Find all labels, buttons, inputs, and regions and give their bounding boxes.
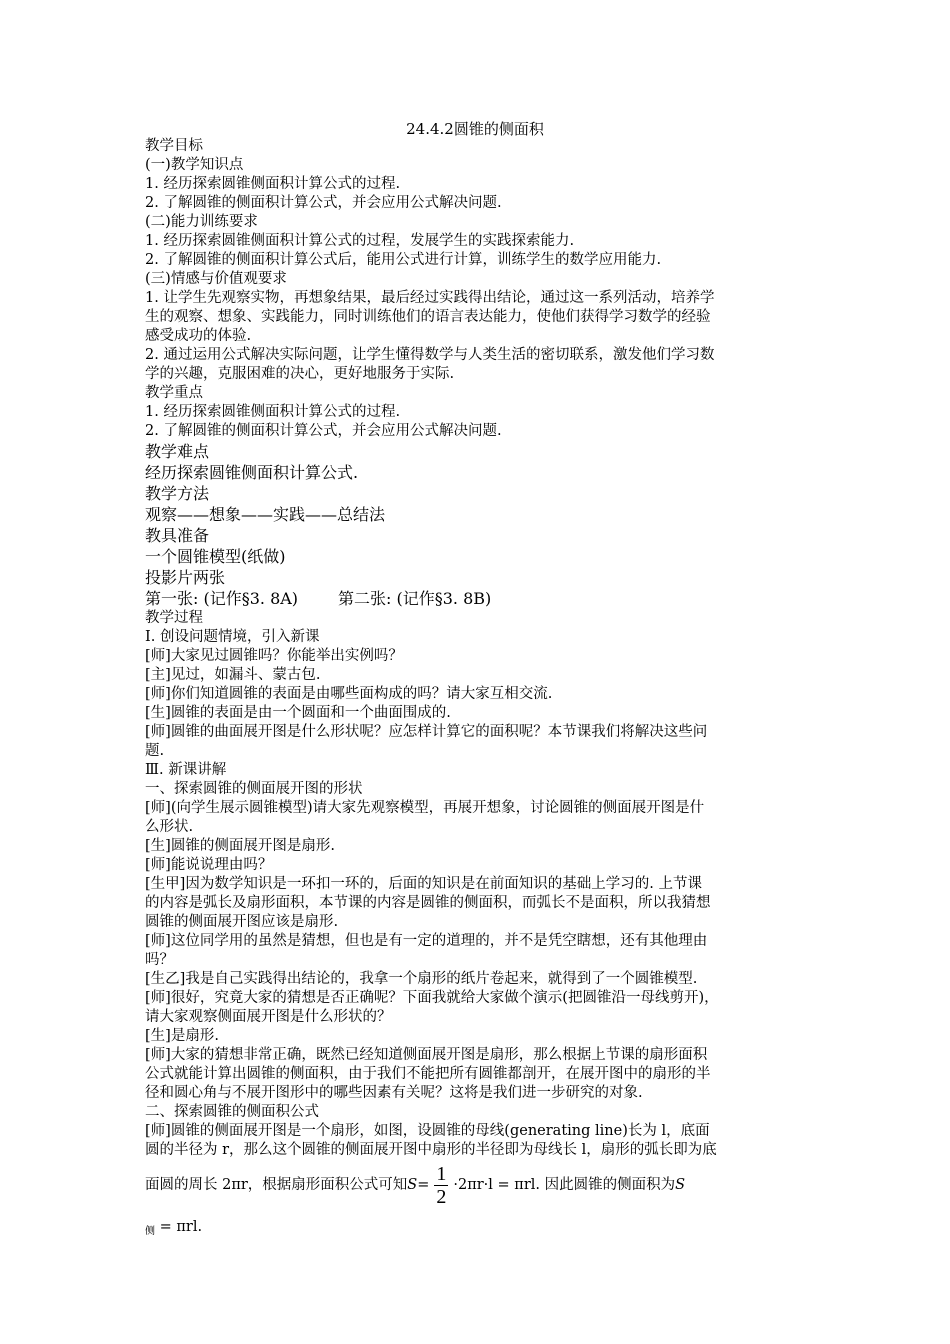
formula-eq: =: [417, 1176, 430, 1193]
text-line: 观察——想象——实践——总结法: [145, 505, 386, 524]
text-line: (一)教学知识点: [145, 157, 244, 173]
text-line: [师]圆锥的侧面展开图是一个扇形，如图，设圆锥的母线(generating line)长为 l，底面: [145, 1123, 710, 1139]
text-line: 1. 经历探索圆锥侧面积计算公式的过程.: [145, 404, 401, 420]
formula-after: ·2πr·l = πrl. 因此圆锥的侧面积为: [453, 1176, 676, 1193]
text-line: 吗？: [145, 952, 174, 968]
text-line: [师](向学生展示圆锥模型)请大家先观察模型，再展开想象，讨论圆锥的侧面展开图是什: [145, 800, 705, 816]
text-line: 二、探索圆锥的侧面积公式: [145, 1104, 319, 1120]
text-line: 圆的半径为 r，那么这个圆锥的侧面展开图中扇形的半径即为母线长 l，扇形的弧长即为底: [145, 1142, 717, 1158]
text-line: 请大家观察侧面展开图是什么形状的？: [145, 1009, 392, 1025]
slide-first: 第一张: (记作§3. 8A): [145, 589, 299, 608]
text-line: 学的兴趣，克服困难的决心，更好地服务于实际.: [145, 366, 455, 382]
text-line: [师]你们知道圆锥的表面是由哪些面构成的吗？请大家互相交流.: [145, 686, 553, 702]
text-line: [师]能说说理由吗？: [145, 857, 273, 873]
text-line: Ⅲ. 新课讲解: [145, 762, 227, 778]
section-part1: [145, 137, 815, 609]
text-line: [生]是扇形.: [145, 1028, 219, 1044]
text-line: 1. 经历探索圆锥侧面积计算公式的过程，发展学生的实践探索能力.: [145, 233, 575, 249]
formula-before: 面圆的周长 2πr，根据扇形面积公式可知: [145, 1176, 408, 1193]
text-line: 教学重点: [145, 385, 203, 401]
text-line: 一、探索圆锥的侧面展开图的形状: [145, 781, 363, 797]
text-line: 感受成功的体验.: [145, 328, 252, 344]
slides-line: [145, 588, 815, 609]
text-line: 径和圆心角与不展开图形中的哪些因素有关呢？这将是我们进一步研究的对象.: [145, 1085, 643, 1101]
text-line: [师]很好，究竟大家的猜想是否正确呢？下面我就给大家做个演示(把圆锥沿一母线剪开)，: [145, 990, 719, 1006]
text-line: [师]这位同学用的虽然是猜想，但也是有一定的道理的，并不是凭空瞎想，还有其他理由: [145, 933, 708, 949]
text-line: 2. 通过运用公式解决实际问题，让学生懂得数学与人类生活的密切联系，激发他们学习数: [145, 347, 715, 363]
fraction-numerator: 1: [436, 1162, 447, 1185]
fraction: [434, 1163, 448, 1208]
text-line: 经历探索圆锥侧面积计算公式.: [145, 463, 359, 482]
doc-body: [145, 137, 815, 1241]
text-line: [生]圆锥的表面是由一个圆面和一个曲面围成的.: [145, 705, 451, 721]
text-line: [师]大家的猜想非常正确，既然已经知道侧面展开图是扇形，那么根据上节课的扇形面积: [145, 1047, 708, 1063]
text-line: 教学过程: [145, 610, 203, 626]
text-line: 教具准备: [145, 526, 210, 545]
fraction-denominator: 2: [436, 1185, 447, 1208]
slide-second: 第二张: (记作§3. 8B): [338, 589, 492, 608]
text-line: 题.: [145, 743, 165, 759]
final-subscript: 侧: [145, 1226, 155, 1237]
text-line: 投影片两张: [145, 568, 226, 587]
text-line: (三)情感与价值观要求: [145, 271, 287, 287]
text-line: 2. 了解圆锥的侧面积计算公式，并会应用公式解决问题.: [145, 195, 502, 211]
text-line: 1. 让学生先观察实物，再想象结果，最后经过实践得出结论，通过这一系列活动，培养学: [145, 290, 715, 306]
text-line: 圆锥的侧面展开图应该是扇形.: [145, 914, 339, 930]
text-line: [生]圆锥的侧面展开图是扇形.: [145, 838, 335, 854]
text-line: 教学目标: [145, 138, 203, 154]
text-line: Ⅰ. 创设问题情境，引入新课: [145, 629, 320, 645]
text-line: (二)能力训练要求: [145, 214, 258, 230]
text-line: 2. 了解圆锥的侧面积计算公式，并会应用公式解决问题.: [145, 423, 502, 439]
text-line: 的内容是弧长及扇形面积，本节课的内容是圆锥的侧面积，而弧长不是面积，所以我猜想: [145, 895, 711, 911]
text-line: 1. 经历探索圆锥侧面积计算公式的过程.: [145, 176, 401, 192]
formula-line: [145, 1160, 815, 1210]
text-line: [主]见过，如漏斗、蒙古包.: [145, 667, 321, 683]
text-line: [师]大家见过圆锥吗？你能举出实例吗？: [145, 648, 403, 664]
text-line: 生的观察、想象、实践能力，同时训练他们的语言表达能力，使他们获得学习数学的经验: [145, 309, 711, 325]
text-line: [生乙]我是自己实践得出结论的，我拿一个扇形的纸片卷起来，就得到了一个圆锥模型.: [145, 971, 698, 987]
final-line: [145, 1218, 815, 1241]
final-text: = πrl.: [159, 1219, 203, 1235]
section-part2: [145, 609, 815, 1160]
text-line: [师]圆锥的曲面展开图是什么形状呢？应怎样计算它的面积呢？本节课我们将解决这些问: [145, 724, 708, 740]
formula-s2: S: [675, 1176, 686, 1193]
text-line: [生甲]因为数学知识是一环扣一环的，后面的知识是在前面知识的基础上学习的. 上节课: [145, 876, 703, 892]
formula-s: S: [407, 1176, 418, 1193]
text-line: 一个圆锥模型(纸做): [145, 547, 286, 566]
text-line: 么形状.: [145, 819, 194, 835]
text-line: 教学方法: [145, 484, 210, 503]
doc-title: 24.4.2圆锥的侧面积: [406, 120, 544, 138]
text-line: 2. 了解圆锥的侧面积计算公式后，能用公式进行计算，训练学生的数学应用能力.: [145, 252, 662, 268]
text-line: 教学难点: [145, 442, 210, 461]
text-line: 公式就能计算出圆锥的侧面积，由于我们不能把所有圆锥都剖开，在展开图中的扇形的半: [145, 1066, 711, 1082]
